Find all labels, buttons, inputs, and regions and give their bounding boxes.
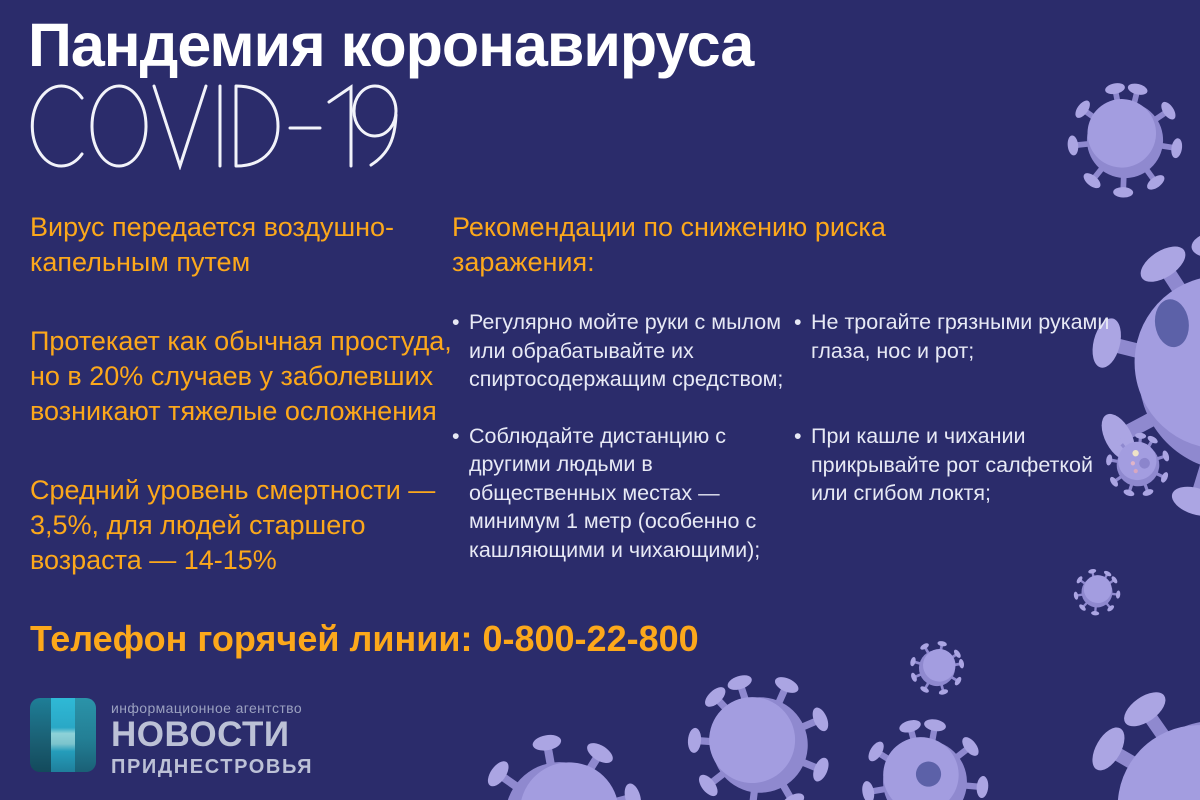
list-item xyxy=(452,422,788,565)
covid-19-wordmark xyxy=(24,84,404,170)
bullet-icon: • xyxy=(794,424,802,448)
agency-tagline: информационное агентство xyxy=(111,700,303,716)
agency-logo-icon xyxy=(30,698,96,772)
recommendation-wash-hands: Регулярно мойте руки с мылом или обрабатывайте их спиртосодержащим средством; xyxy=(469,310,784,391)
list-item xyxy=(452,308,788,394)
hotline-phone: Телефон горячей линии: 0-800-22-800 xyxy=(30,618,699,659)
recommendations-heading: Рекомендации по снижению риска заражения: xyxy=(452,212,886,277)
recommendations-column-1 xyxy=(452,308,788,564)
recommendations-column-2 xyxy=(794,308,1134,508)
key-facts xyxy=(30,210,458,622)
list-item xyxy=(794,422,1134,508)
bullet-icon: • xyxy=(452,423,460,448)
list-item xyxy=(794,308,1134,365)
bullet-icon: • xyxy=(794,310,802,334)
fact-severity: Протекает как обычная простуда, но в 20% случаев у заболевших возникают тяжелые осложнения xyxy=(30,326,452,426)
recommendation-dont-touch-face: Не трогайте грязными руками глаза, нос и рот; xyxy=(811,310,1110,363)
recommendation-distance: Соблюдайте дистанцию с другими людьми в общественных местах — минимум 1 метр (особенно с кашляющими и чихающими); xyxy=(469,423,761,562)
fact-transmission: Вирус передается воздушно-капельным путем xyxy=(30,212,395,277)
agency-name: НОВОСТИ xyxy=(111,715,290,754)
agency-region: ПРИДНЕСТРОВЬЯ xyxy=(111,756,314,778)
page-title: Пандемия коронавируса xyxy=(28,11,754,79)
fact-mortality: Средний уровень смертности — 3,5%, для людей старшего возраста — 14-15% xyxy=(30,475,436,575)
bullet-icon: • xyxy=(452,310,460,334)
recommendation-cover-mouth: При кашле и чихании прикрывайте рот салфеткой или сгибом локтя; xyxy=(811,424,1094,505)
agency-logo xyxy=(30,698,313,780)
